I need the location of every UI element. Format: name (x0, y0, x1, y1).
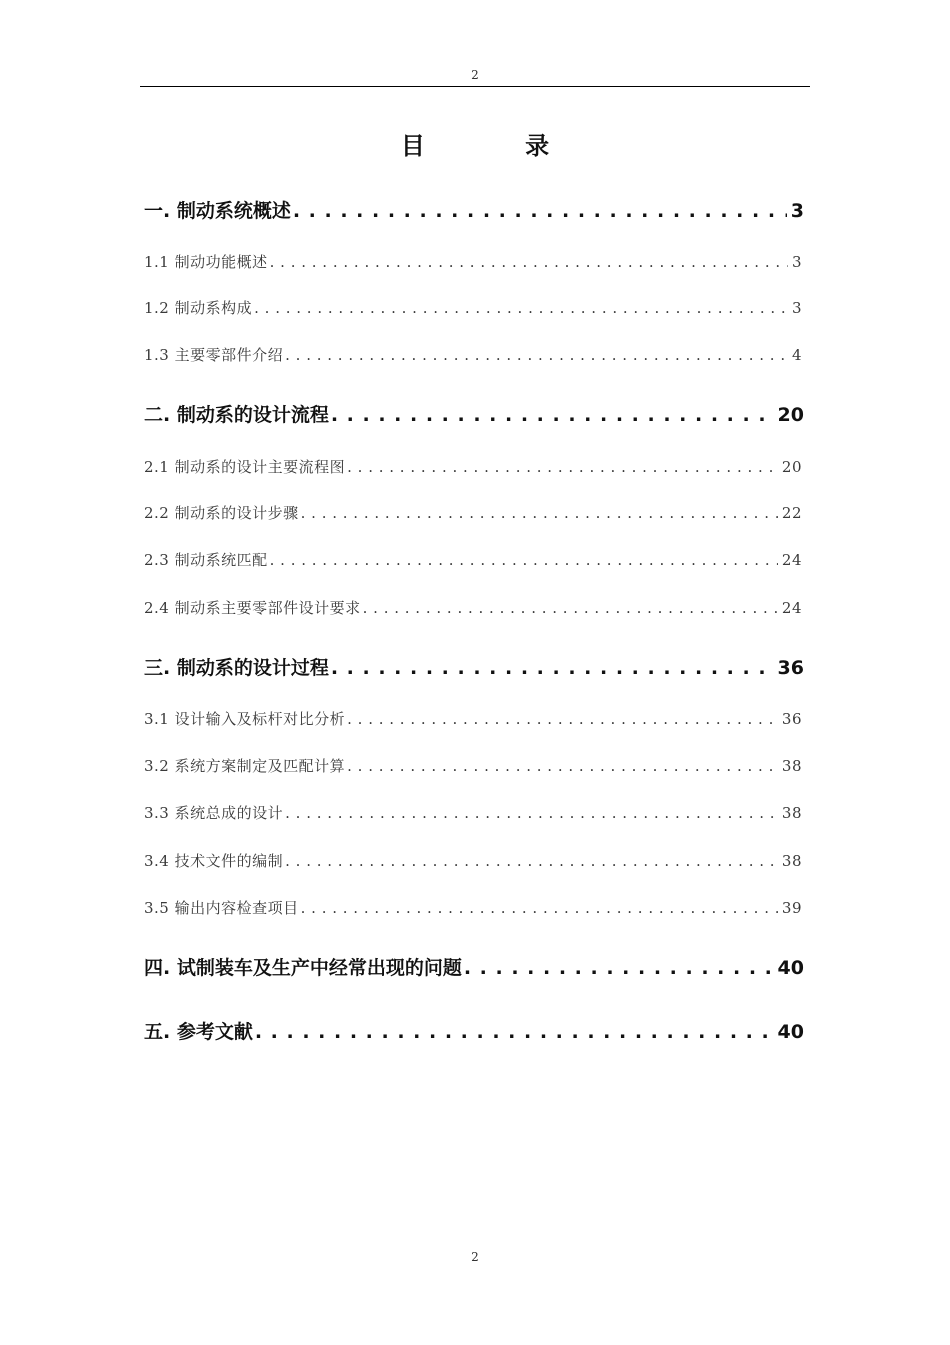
toc-title: 目 录 (400, 132, 596, 160)
toc-entry-label: 二. 制动系的设计流程 (144, 404, 329, 426)
toc-leader-dots (331, 404, 774, 426)
toc-leader-dots (255, 1021, 774, 1043)
toc-entry-label: 四. 试制装车及生产中经常出现的问题 (144, 957, 462, 979)
toc-entry-page: 40 (777, 1021, 804, 1043)
toc-entry-chapter-1[interactable] (144, 196, 804, 223)
toc-entry-3-3[interactable] (144, 802, 804, 823)
toc-entry-label: 1.1 制动功能概述 (144, 253, 268, 271)
toc-leader-dots (347, 757, 778, 775)
toc-leader-dots (301, 899, 778, 917)
toc-entry-page: 3 (791, 299, 802, 317)
toc-entry-label: 3.2 系统方案制定及匹配计算 (144, 757, 346, 775)
toc-entry-page: 36 (781, 710, 802, 728)
toc-entry-page: 24 (781, 551, 802, 569)
toc-leader-dots (270, 551, 778, 569)
toc-entry-page: 39 (781, 899, 802, 917)
toc-entry-chapter-5[interactable] (144, 1017, 804, 1044)
toc-entry-page: 24 (781, 599, 802, 617)
toc-entry-1-1[interactable] (144, 251, 804, 272)
toc-entry-chapter-2[interactable] (144, 400, 804, 427)
toc-entry-label: 1.3 主要零部件介绍 (144, 346, 284, 364)
toc-entry-2-3[interactable] (144, 549, 804, 570)
toc-entry-page: 36 (777, 657, 804, 679)
toc-entry-label: 三. 制动系的设计过程 (144, 657, 329, 679)
toc-entry-page: 22 (781, 504, 802, 522)
toc-entry-page: 38 (781, 852, 802, 870)
toc-leader-dots (270, 253, 788, 271)
header-page-number: 2 (471, 68, 479, 82)
toc-entry-label: 2.2 制动系的设计步骤 (144, 504, 299, 522)
toc-entry-label: 一. 制动系统概述 (144, 200, 291, 222)
toc-leader-dots (363, 599, 778, 617)
toc-entry-3-4[interactable] (144, 850, 804, 871)
toc-leader-dots (331, 657, 774, 679)
toc-entry-3-2[interactable] (144, 755, 804, 776)
toc-leader-dots (293, 200, 787, 222)
toc-entry-label: 1.2 制动系构成 (144, 299, 253, 317)
toc-leader-dots (464, 957, 774, 979)
toc-entry-3-5[interactable] (144, 897, 804, 918)
toc-entry-label: 2.1 制动系的设计主要流程图 (144, 458, 346, 476)
toc-entry-page: 20 (777, 404, 804, 426)
toc-entry-chapter-3[interactable] (144, 653, 804, 680)
toc-leader-dots (347, 710, 778, 728)
toc-leader-dots (301, 504, 778, 522)
toc-entry-label: 3.4 技术文件的编制 (144, 852, 284, 870)
toc-entry-page: 4 (791, 346, 802, 364)
toc-entry-chapter-4[interactable] (144, 953, 804, 980)
toc-entry-page: 3 (790, 200, 804, 222)
toc-entry-page: 40 (777, 957, 804, 979)
toc-entry-label: 2.4 制动系主要零部件设计要求 (144, 599, 361, 617)
toc-entry-2-2[interactable] (144, 502, 804, 523)
toc-entry-label: 3.3 系统总成的设计 (144, 804, 284, 822)
toc-entry-page: 38 (781, 757, 802, 775)
toc-leader-dots (285, 852, 778, 870)
toc-leader-dots (285, 346, 788, 364)
toc-entry-page: 20 (781, 458, 802, 476)
toc-entry-label: 3.1 设计输入及标杆对比分析 (144, 710, 346, 728)
header-rule (140, 86, 810, 87)
footer-page-number: 2 (471, 1250, 479, 1264)
toc-entry-1-2[interactable] (144, 297, 804, 318)
toc-entry-label: 五. 参考文献 (144, 1021, 253, 1043)
toc-leader-dots (285, 804, 778, 822)
toc-entry-2-4[interactable] (144, 597, 804, 618)
toc-entry-page: 3 (791, 253, 802, 271)
toc-entry-label: 3.5 输出内容检查项目 (144, 899, 299, 917)
toc-entry-1-3[interactable] (144, 344, 804, 365)
toc-leader-dots (347, 458, 778, 476)
toc-entry-label: 2.3 制动系统匹配 (144, 551, 268, 569)
toc-leader-dots (254, 299, 788, 317)
toc-entry-2-1[interactable] (144, 456, 804, 477)
toc-entry-page: 38 (781, 804, 802, 822)
toc-entry-3-1[interactable] (144, 708, 804, 729)
